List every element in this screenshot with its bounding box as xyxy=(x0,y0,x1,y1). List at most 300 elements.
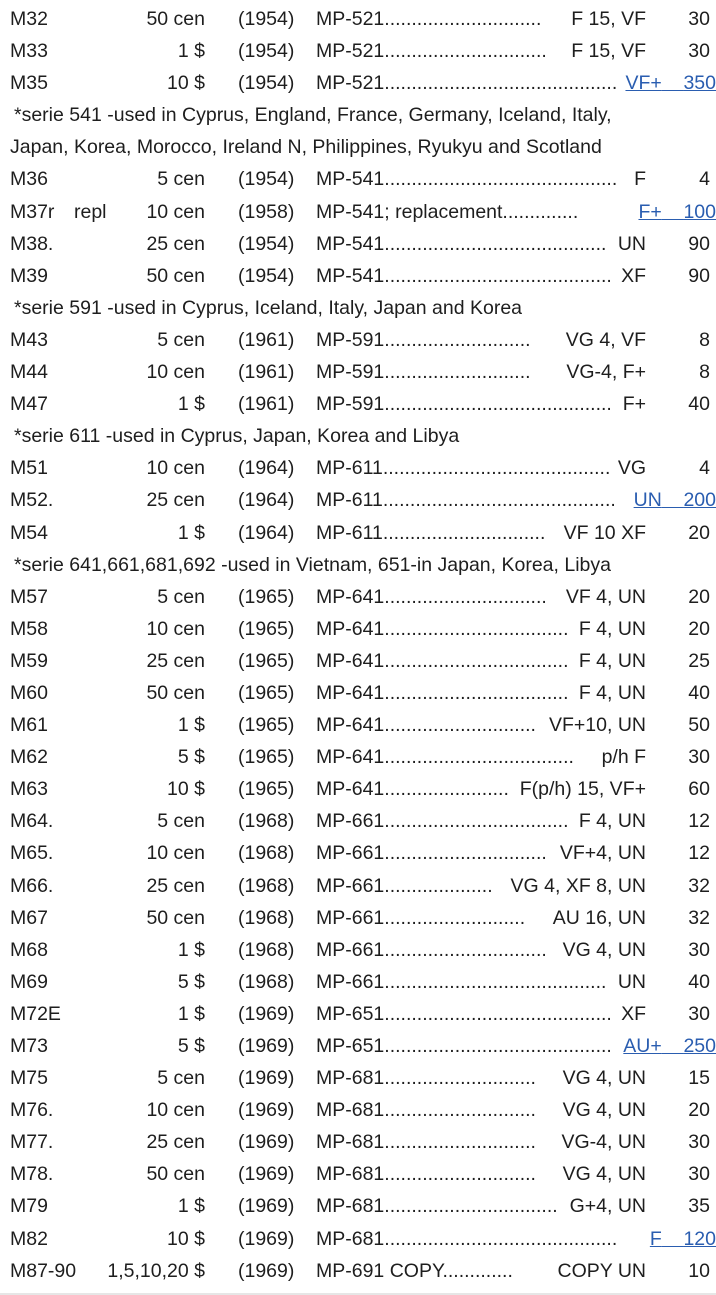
spacer xyxy=(662,1035,684,1057)
series-code xyxy=(316,489,616,511)
list-item xyxy=(0,837,716,869)
list-item xyxy=(0,35,716,67)
denomination: 25 cen xyxy=(146,874,205,897)
price: 30 xyxy=(688,1131,710,1154)
grade: VG xyxy=(617,457,646,480)
catalog-number: M68 xyxy=(10,938,48,961)
issue-year: (1969) xyxy=(238,1131,295,1154)
dot-leader: ............................ xyxy=(384,1163,536,1186)
catalog-number: M66. xyxy=(10,874,54,897)
list-item xyxy=(0,3,716,35)
denomination: 1 $ xyxy=(177,521,205,544)
series-code-text: MP-541 xyxy=(316,264,385,287)
series-code-text: MP-681 xyxy=(316,1227,385,1250)
issue-year: (1958) xyxy=(238,200,295,223)
series-code-text: MP-641 xyxy=(316,617,385,640)
list-item xyxy=(0,356,716,388)
catalog-number: M32 xyxy=(10,8,48,30)
series-code-text: MP-641 xyxy=(316,746,385,769)
series-code-text: MP-661 xyxy=(316,842,385,865)
dot-leader: ......................................... xyxy=(384,232,607,255)
issue-year: (1961) xyxy=(238,361,295,384)
series-code-text: MP-541; replacement xyxy=(316,200,503,223)
spacer xyxy=(662,489,684,511)
price: 200 xyxy=(683,489,716,512)
catalog-number: M72E xyxy=(10,1002,61,1025)
denomination: 1 $ xyxy=(177,1002,205,1025)
series-code-text: MP-691 COPY xyxy=(316,1259,443,1282)
series-code-text: MP-661 xyxy=(316,874,385,897)
series-code-text: MP-521 xyxy=(316,8,385,30)
issue-year: (1954) xyxy=(238,40,295,63)
dot-leader: .......................................... xyxy=(384,1002,612,1025)
issue-year: (1965) xyxy=(238,585,295,608)
series-note: *serie 541 -used in Cyprus, England, France, Germany, Iceland, Italy, xyxy=(14,104,612,127)
price: 20 xyxy=(688,521,710,544)
series-code xyxy=(316,233,606,255)
series-code xyxy=(316,1035,612,1057)
catalog-number: M79 xyxy=(10,1195,48,1218)
list-item xyxy=(0,1158,716,1190)
catalog-number: M67 xyxy=(10,906,48,929)
list-item xyxy=(0,1030,716,1062)
dot-leader: ........................................... xyxy=(384,168,618,191)
grade: F 15, VF xyxy=(571,40,646,63)
series-code xyxy=(316,8,541,30)
price: 32 xyxy=(688,906,710,929)
denomination: 10 cen xyxy=(146,200,205,223)
price: 40 xyxy=(688,681,710,704)
price: 12 xyxy=(688,842,710,865)
denomination: 50 cen xyxy=(146,1163,205,1186)
dot-leader: ............................. xyxy=(384,8,542,30)
list-item xyxy=(0,517,716,549)
catalog-number: M51 xyxy=(10,457,48,480)
list-item xyxy=(0,228,716,260)
price-link[interactable] xyxy=(638,201,716,223)
catalog-number: M57 xyxy=(10,585,48,608)
list-item xyxy=(0,196,716,228)
dot-leader: .......................... xyxy=(384,906,526,929)
dot-leader: .................................. xyxy=(384,617,569,640)
series-code-text: MP-681 xyxy=(316,1067,385,1090)
replacement-tag: repl xyxy=(74,200,107,223)
issue-year: (1969) xyxy=(238,1163,295,1186)
series-note: *serie 591 -used in Cyprus, Iceland, Italy, Japan and Korea xyxy=(14,296,523,319)
catalog-number: M87-90 xyxy=(10,1259,77,1282)
list-item xyxy=(0,870,716,902)
denomination: 25 cen xyxy=(146,649,205,672)
series-code xyxy=(316,1260,513,1282)
list-item xyxy=(0,709,716,741)
issue-year: (1969) xyxy=(238,1035,295,1057)
price: 50 xyxy=(688,714,710,737)
denomination: 50 cen xyxy=(146,906,205,929)
issue-year: (1961) xyxy=(238,393,295,416)
dot-leader: ........................................... xyxy=(384,72,618,95)
grade: F 4, UN xyxy=(578,649,646,672)
series-code xyxy=(316,746,574,768)
denomination: 10 cen xyxy=(146,457,205,480)
series-code xyxy=(316,875,493,897)
issue-year: (1954) xyxy=(238,72,295,95)
denomination: 50 cen xyxy=(146,681,205,704)
grade: VG 4, UN xyxy=(562,1099,646,1122)
issue-year: (1965) xyxy=(238,778,295,801)
dot-leader: .............................. xyxy=(384,938,547,961)
price: 12 xyxy=(688,810,710,833)
price: 120 xyxy=(683,1227,716,1250)
issue-year: (1969) xyxy=(238,1067,295,1090)
list-item xyxy=(0,1126,716,1158)
catalog-number: M35 xyxy=(10,72,48,95)
issue-year: (1968) xyxy=(238,842,295,865)
denomination: 1,5,10,20 $ xyxy=(107,1259,205,1282)
issue-year: (1964) xyxy=(238,489,295,512)
series-code-text: MP-641 xyxy=(316,714,385,737)
list-item xyxy=(0,1062,716,1094)
series-code xyxy=(316,1067,536,1089)
series-code xyxy=(316,939,547,961)
denomination: 5 cen xyxy=(157,168,205,191)
series-code-text: MP-591 xyxy=(316,361,385,384)
grade: UN xyxy=(617,970,646,993)
list-item xyxy=(0,677,716,709)
grade: AU 16, UN xyxy=(552,906,646,929)
series-code xyxy=(316,457,610,479)
catalog-number: M44 xyxy=(10,361,48,384)
series-note: *serie 611 -used in Cyprus, Japan, Korea and Libya xyxy=(14,425,460,448)
series-code xyxy=(316,1099,536,1121)
series-code-text: MP-521 xyxy=(316,40,385,63)
spacer xyxy=(662,201,684,223)
price: 350 xyxy=(683,72,716,95)
price: 8 xyxy=(699,328,710,351)
price: 100 xyxy=(683,200,716,223)
denomination: 10 cen xyxy=(146,617,205,640)
catalog-number: M75 xyxy=(10,1067,48,1090)
dot-leader: .......................................... xyxy=(384,1035,612,1057)
grade: VF+4, UN xyxy=(559,842,646,865)
series-code xyxy=(316,650,568,672)
price: 30 xyxy=(688,40,710,63)
series-code xyxy=(316,586,547,608)
catalog-number: M36 xyxy=(10,168,48,191)
grade: VG 4, XF 8, UN xyxy=(510,874,646,897)
grade: VG 4, UN xyxy=(562,1163,646,1186)
grade: F(p/h) 15, VF+ xyxy=(519,778,646,801)
catalog-number: M61 xyxy=(10,714,48,737)
price-link[interactable] xyxy=(634,489,716,511)
dot-leader: .......................................... xyxy=(382,457,611,480)
list-item xyxy=(0,645,716,677)
series-code-text: MP-681 xyxy=(316,1131,385,1154)
series-code xyxy=(316,778,509,800)
series-code xyxy=(316,1163,536,1185)
issue-year: (1964) xyxy=(238,521,295,544)
dot-leader: ........................... xyxy=(384,361,531,384)
denomination: 10 $ xyxy=(167,1227,205,1250)
dot-leader: ............................ xyxy=(384,714,536,737)
denomination: 10 cen xyxy=(146,842,205,865)
issue-year: (1954) xyxy=(238,8,295,30)
price: 30 xyxy=(688,1163,710,1186)
list-item xyxy=(0,902,716,934)
denomination: 5 $ xyxy=(177,970,205,993)
dot-leader: .......................................... xyxy=(384,393,612,416)
price: 4 xyxy=(699,168,710,191)
catalog-number: M43 xyxy=(10,328,48,351)
grade: XF xyxy=(621,264,646,287)
catalog-number: M63 xyxy=(10,778,48,801)
price: 32 xyxy=(688,874,710,897)
grade: VG 4, UN xyxy=(562,938,646,961)
catalog-number: M58 xyxy=(10,617,48,640)
price: 15 xyxy=(688,1067,710,1090)
series-code xyxy=(316,522,545,544)
grade: AU+ xyxy=(623,1035,662,1057)
list-item xyxy=(0,613,716,645)
catalog-number: M39 xyxy=(10,264,48,287)
denomination: 5 $ xyxy=(177,1035,205,1057)
dot-leader: .............................. xyxy=(384,585,547,608)
grade: VG-4, UN xyxy=(561,1131,646,1154)
price: 25 xyxy=(688,649,710,672)
issue-year: (1968) xyxy=(238,906,295,929)
series-code-text: MP-681 xyxy=(316,1195,385,1218)
dot-leader: ............................ xyxy=(384,1131,536,1154)
price: 8 xyxy=(699,361,710,384)
series-code xyxy=(316,201,578,223)
list-item xyxy=(0,484,716,516)
dot-leader: .................................. xyxy=(384,681,569,704)
series-code xyxy=(316,265,612,287)
catalog-number: M62 xyxy=(10,746,48,769)
series-code-text: MP-661 xyxy=(316,810,385,833)
grade: VG-4, F+ xyxy=(566,361,646,384)
list-item xyxy=(0,998,716,1030)
issue-year: (1965) xyxy=(238,746,295,769)
denomination: 25 cen xyxy=(146,489,205,512)
catalog-number: M37r xyxy=(10,200,55,223)
series-code xyxy=(316,393,612,415)
catalog-number: M65. xyxy=(10,842,54,865)
series-code xyxy=(316,1131,536,1153)
series-code-text: MP-641 xyxy=(316,778,385,801)
list-item xyxy=(0,1223,716,1255)
catalog-number: M69 xyxy=(10,970,48,993)
issue-year: (1954) xyxy=(238,264,295,287)
catalog-number: M59 xyxy=(10,649,48,672)
list-item xyxy=(0,67,716,99)
dot-leader: ............................ xyxy=(384,1099,536,1122)
catalog-number: M54 xyxy=(10,521,48,544)
series-code xyxy=(316,1195,558,1217)
series-code-text: MP-541 xyxy=(316,232,385,255)
list-item xyxy=(0,1190,716,1222)
issue-year: (1969) xyxy=(238,1227,295,1250)
price: 40 xyxy=(688,393,710,416)
list-item xyxy=(0,163,716,195)
price: 20 xyxy=(688,1099,710,1122)
list-item xyxy=(0,260,716,292)
grade: F 4, UN xyxy=(578,681,646,704)
issue-year: (1954) xyxy=(238,232,295,255)
issue-year: (1965) xyxy=(238,649,295,672)
series-code-text: MP-651 xyxy=(316,1035,385,1057)
issue-year: (1961) xyxy=(238,328,295,351)
list-item xyxy=(0,1094,716,1126)
denomination: 1 $ xyxy=(177,938,205,961)
denomination: 5 cen xyxy=(157,328,205,351)
series-code xyxy=(316,682,568,704)
series-code xyxy=(316,810,568,832)
grade: F xyxy=(649,1227,662,1250)
grade: F 4, UN xyxy=(578,617,646,640)
dot-leader: ............. xyxy=(442,1259,513,1282)
grade: COPY UN xyxy=(557,1259,646,1282)
series-code-text: MP-641 xyxy=(316,681,385,704)
list-item xyxy=(0,1255,716,1287)
issue-year: (1968) xyxy=(238,970,295,993)
denomination: 1 $ xyxy=(177,1195,205,1218)
series-code xyxy=(316,72,617,94)
price: 20 xyxy=(688,585,710,608)
list-item xyxy=(0,966,716,998)
grade: F 15, VF xyxy=(571,8,646,30)
price: 30 xyxy=(688,746,710,769)
price-link[interactable] xyxy=(625,72,716,94)
issue-year: (1969) xyxy=(238,1099,295,1122)
dot-leader: .............................. xyxy=(384,842,547,865)
denomination: 10 $ xyxy=(167,72,205,95)
dot-leader: ................................... xyxy=(384,746,574,769)
series-code-text: MP-611 xyxy=(316,521,383,544)
series-code-text: MP-641 xyxy=(316,585,385,608)
denomination: 5 cen xyxy=(157,585,205,608)
issue-year: (1964) xyxy=(238,457,295,480)
list-item xyxy=(0,452,716,484)
series-code-text: MP-611 xyxy=(316,457,383,480)
price: 30 xyxy=(688,1002,710,1025)
catalog-number: M76. xyxy=(10,1099,54,1122)
dot-leader: .................... xyxy=(384,874,493,897)
spacer xyxy=(662,72,684,94)
list-item xyxy=(0,388,716,420)
denomination: 25 cen xyxy=(146,232,205,255)
series-code-text: MP-541 xyxy=(316,168,385,191)
series-code-text: MP-611 xyxy=(316,489,383,512)
grade: F 4, UN xyxy=(578,810,646,833)
list-item xyxy=(0,773,716,805)
issue-year: (1969) xyxy=(238,1259,295,1282)
catalog-number: M77. xyxy=(10,1131,54,1154)
catalog-number: M64. xyxy=(10,810,54,833)
dot-leader: ................................ xyxy=(384,1195,558,1218)
price: 10 xyxy=(688,1259,710,1282)
dot-leader: .............................. xyxy=(384,40,547,63)
series-code xyxy=(316,361,531,383)
grade: p/h F xyxy=(601,746,646,769)
series-code xyxy=(316,329,531,351)
issue-year: (1965) xyxy=(238,714,295,737)
dot-leader: ............................ xyxy=(384,1067,536,1090)
catalog-number: M73 xyxy=(10,1035,48,1057)
grade: F+ xyxy=(622,393,646,416)
list-item xyxy=(0,934,716,966)
series-code xyxy=(316,1228,617,1250)
series-code xyxy=(316,618,568,640)
series-code xyxy=(316,907,525,929)
price: 35 xyxy=(688,1195,710,1218)
series-code-text: MP-641 xyxy=(316,649,385,672)
series-code-text: MP-651 xyxy=(316,1002,385,1025)
price: 40 xyxy=(688,970,710,993)
grade: VF 10 XF xyxy=(563,521,646,544)
denomination: 1 $ xyxy=(177,393,205,416)
grade: VG 4, VF xyxy=(565,328,646,351)
series-code-text: MP-661 xyxy=(316,938,385,961)
grade: VF+ xyxy=(625,72,662,95)
series-code-text: MP-681 xyxy=(316,1163,385,1186)
series-note: Japan, Korea, Morocco, Ireland N, Philippines, Ryukyu and Scotland xyxy=(10,136,602,159)
price-link[interactable] xyxy=(623,1035,716,1057)
dot-leader: ........................... xyxy=(384,328,531,351)
issue-year: (1968) xyxy=(238,874,295,897)
price: 20 xyxy=(688,617,710,640)
grade: XF xyxy=(621,1002,646,1025)
dot-leader: .................................. xyxy=(384,810,569,833)
price: 4 xyxy=(699,457,710,480)
issue-year: (1968) xyxy=(238,938,295,961)
dot-leader: .............................. xyxy=(382,521,546,544)
list-item xyxy=(0,741,716,773)
series-code xyxy=(316,714,536,736)
denomination: 10 $ xyxy=(167,778,205,801)
series-code xyxy=(316,168,617,190)
list-item xyxy=(0,805,716,837)
dot-leader: .............. xyxy=(502,200,579,223)
catalog-number: M38. xyxy=(10,232,54,255)
dot-leader: ........................................... xyxy=(382,489,616,512)
price-link[interactable] xyxy=(650,1228,716,1250)
price: 60 xyxy=(688,778,710,801)
grade: VF+10, UN xyxy=(549,714,646,737)
series-code xyxy=(316,842,547,864)
series-code-text: MP-591 xyxy=(316,393,385,416)
catalog-number: M33 xyxy=(10,40,48,63)
denomination: 5 $ xyxy=(177,746,205,769)
spacer xyxy=(662,1228,684,1250)
grade: G+4, UN xyxy=(569,1195,646,1218)
series-code xyxy=(316,40,547,62)
series-code xyxy=(316,971,606,993)
dot-leader: ......................................... xyxy=(384,970,607,993)
grade: VG 4, UN xyxy=(562,1067,646,1090)
denomination: 5 cen xyxy=(157,1067,205,1090)
catalog-number: M82 xyxy=(10,1227,48,1250)
price: 90 xyxy=(688,264,710,287)
catalog-number: M47 xyxy=(10,393,48,416)
series-note: *serie 641,661,681,692 -used in Vietnam, 651-in Japan, Korea, Libya xyxy=(14,553,611,576)
dot-leader: .................................. xyxy=(384,649,569,672)
dot-leader: .......................................... xyxy=(384,264,612,287)
denomination: 5 cen xyxy=(157,810,205,833)
denomination: 1 $ xyxy=(177,714,205,737)
dot-leader: ....................... xyxy=(384,778,509,801)
price: 30 xyxy=(688,8,710,30)
price: 250 xyxy=(683,1035,716,1057)
